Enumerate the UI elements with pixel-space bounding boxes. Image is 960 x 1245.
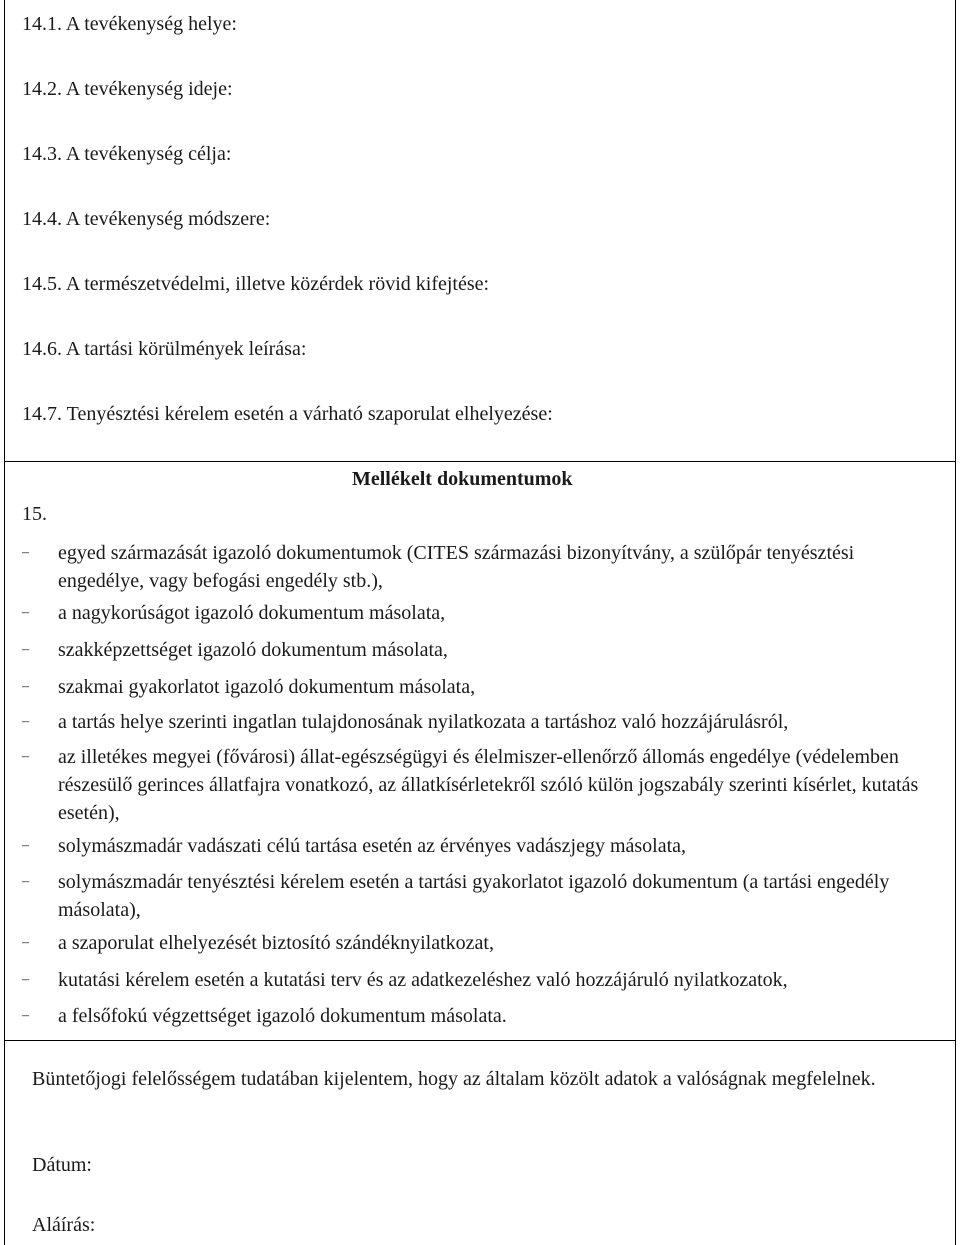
list-item [22, 673, 927, 701]
date-label: Dátum: [32, 1154, 92, 1176]
list-item [22, 868, 927, 924]
dash-bullet: – [22, 972, 29, 987]
list-item [22, 743, 927, 827]
list-item-text: a szaporulat elhelyezését biztosító szándéknyilatkozat, [58, 932, 494, 954]
list-item-text: a felsőfokú végzettséget igazoló dokumentum másolata. [58, 1005, 507, 1027]
activity-purpose-label: 14.3. A tevékenység célja: [22, 143, 232, 165]
list-item-text: kutatási kérelem esetén a kutatási terv és az adatkezeléshez való hozzájáruló nyilatkozatok, [58, 969, 788, 991]
list-item-text: a nagykorúságot igazoló dokumentum másolata, [58, 602, 446, 624]
activity-time-label: 14.2. A tevékenység ideje: [22, 78, 233, 100]
dash-bullet: – [22, 714, 29, 729]
dash-bullet: – [22, 679, 29, 694]
public-interest-label: 14.5. A természetvédelmi, illetve közérdek rövid kifejtése: [22, 273, 490, 295]
dash-bullet: – [22, 838, 29, 853]
offspring-placement-label: 14.7. Tenyésztési kérelem esetén a várható szaporulat elhelyezése: [22, 403, 553, 425]
keeping-conditions-label: 14.6. A tartási körülmények leírása: [22, 338, 307, 360]
dash-bullet: – [22, 605, 29, 620]
dash-bullet: – [22, 935, 29, 950]
list-item-text: solymászmadár tenyésztési kérelem esetén a tartási gyakorlatot igazoló dokumentum (a tartási engedély másolata), [58, 871, 890, 921]
list-item-text: egyed származását igazoló dokumentumok (CITES származási bizonyítvány, a szülőpár tenyésztési engedélye, vagy befogási engedély stb.), [58, 542, 855, 592]
activity-location-label: 14.1. A tevékenység helye: [22, 13, 237, 35]
list-item-text: a tartás helye szerinti ingatlan tulajdonosának nyilatkozata a tartáshoz való hozzájárulásról, [58, 711, 789, 733]
declaration-text: Büntetőjogi felelősségem tudatában kijelentem, hogy az általam közölt adatok a valóságnak megfelelnek. [32, 1068, 876, 1090]
attachments-heading: Mellékelt dokumentumok [352, 468, 573, 490]
list-item [22, 966, 927, 994]
list-item [22, 539, 927, 595]
dash-bullet: – [22, 642, 29, 657]
signature-label: Aláírás: [32, 1214, 96, 1236]
list-item-text: solymászmadár vadászati célú tartása esetén az érvényes vadászjegy másolata, [58, 835, 687, 857]
list-item [22, 636, 927, 664]
dash-bullet: – [22, 1008, 29, 1023]
list-item-text: az illetékes megyei (fővárosi) állat-egészségügyi és élelmiszer-ellenőrző állomás engedélye (védelemben részesülő gerinces állatfajra vonatkozó, az állatkísérletekről szóló külön jogszabály szerinti kísérlet, kutatás esetén), [58, 746, 919, 824]
list-item [22, 929, 927, 957]
list-item [22, 708, 927, 736]
list-item-text: szakmai gyakorlatot igazoló dokumentum másolata, [58, 676, 476, 698]
dash-bullet: – [22, 749, 29, 764]
list-item [22, 599, 927, 627]
activity-details-box [4, 0, 956, 462]
section-number: 15. [22, 503, 47, 525]
activity-method-label: 14.4. A tevékenység módszere: [22, 208, 271, 230]
dash-bullet: – [22, 874, 29, 889]
list-item [22, 1002, 927, 1030]
dash-bullet: – [22, 545, 29, 560]
list-item-text: szakképzettséget igazoló dokumentum másolata, [58, 639, 448, 661]
list-item [22, 832, 927, 860]
